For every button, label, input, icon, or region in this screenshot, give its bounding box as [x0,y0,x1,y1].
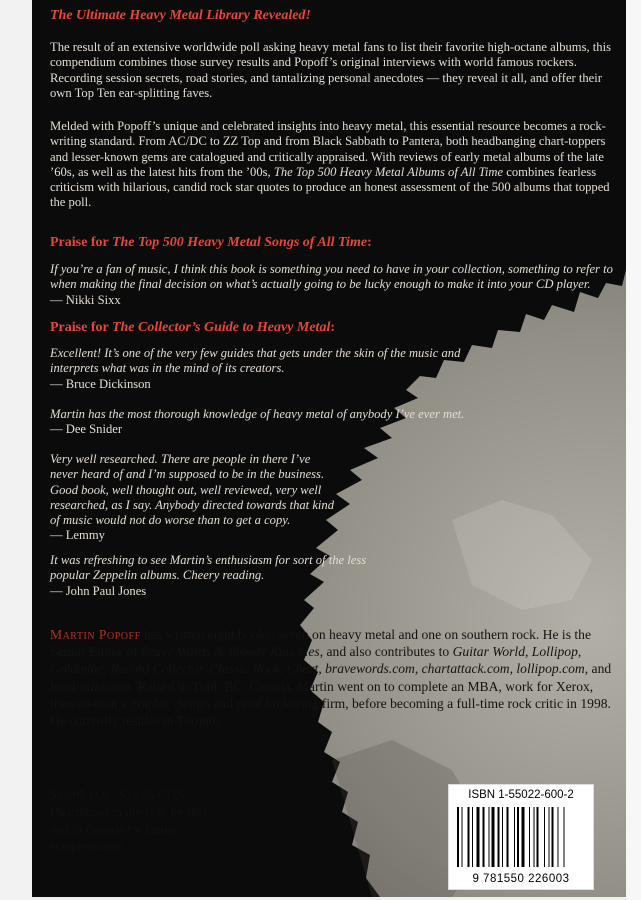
quote-bruce-dickinson: Excellent! It’s one of the very few guides that gets under the skin of the music and interprets what was in the mind of its creators. [50,346,461,376]
back-cover [32,0,626,897]
praise-heading-songs: Praise for The Top 500 Heavy Metal Songs of All Time: [50,235,372,250]
author-bio: Martin Popoff has written eight books; seven on heavy metal and one on southern rock. He is the Senior Editor of Brave Words & Bloody Knuckles, and also contributes to Guitar World, Lollipop, Goldmine, Record Collector, Classic Rock, Chart, bravewords.com, chartattack.com, lollipop.com, and hardradio.com. Raised in Trail, BC, Canada, Martin went on to complete an MBA, work for Xerox, then co-own a graphic design and print brokering firm, before becoming a full-time rock critic in 1998. He currently resides in Toronto. [50,627,612,729]
praise-heading-collectors: Praise for The Collector’s Guide to Heavy Metal: [50,320,336,335]
book-title-inline: The Top 500 Heavy Metal Albums of All Time [273,164,504,179]
quote-john-paul-jones: It was refreshing to see Martin’s enthusiasm for sort of the less popular Zeppelin albums. Cheery reading. [50,553,367,583]
intro-paragraph-1: The result of an extensive worldwide poll asking heavy metal fans to list their favorite high-octane albums, this compendium combines those survey results and Popoff’s original interviews with world famous rockers. Recording session secrets, road stories, and tantalizing personal anecdotes — they reveal it all, and offer their own Top Ten ear-splitting faves. [50,40,611,100]
quote-nikki-sixx: If you’re a fan of music, I think this book is something you need to have in your collection, something to refer to when making the final decision on what’s actually going to be lucky enough to make it into your CD player. [50,262,613,292]
barcode-image [457,807,585,867]
quote-author: — John Paul Jones [50,583,147,598]
page-left-margin [0,0,32,900]
isbn-barcode-box [448,784,594,890]
canada-distributor: and in Canada by Jaguar [50,821,178,836]
page-right-margin [626,0,641,900]
price: $19.95 U.S., $24.95 CDN [50,787,186,802]
us-distributor: Distributed in the U.S. by IPG [50,804,208,819]
isbn-label: ISBN 1-55022-600-2 [468,789,574,801]
quote-author: — Dee Snider [50,422,123,437]
quote-dee-snider: Martin has the most thorough knowledge of heavy metal of anybody I’ve ever met. [50,407,465,421]
headline: The Ultimate Heavy Metal Library Revealed! [50,8,311,23]
intro-paragraph-2: Melded with Popoff’s unique and celebrated insights into heavy metal, this essential resource becomes a rock-writing standard. From AC/DC to ZZ Top and from Black Sabbath to Pantera, both headbanging chart-toppers and lesser-known gems are catalogued and critically appraised. With reviews of early metal albums of the late ’60s, as well as the latest hits from the ’00s, The Top 500 Heavy Metal Albums of All Time combines fearless criticism with hilarious, candid rock star quotes to produce an honest assessment of the 500 albums that topped the poll. [50,119,610,210]
quote-lemmy: Very well researched. There are people in there I’ve never heard of and I’m supposed to be in the business. Good book, well thought out, well reviewed, very well researched, as I say. Anybody directed towards that kind of music would not do worse than to get a copy. [50,452,335,528]
quote-author: — Nikki Sixx [50,292,121,307]
quote-author: — Lemmy [50,528,105,543]
author-name: Martin Popoff [50,627,141,642]
quote-author: — Bruce Dickinson [50,376,151,391]
barcode-number: 9 781550 226003 [472,873,570,885]
publisher-website: ecwpress.com [50,838,124,853]
